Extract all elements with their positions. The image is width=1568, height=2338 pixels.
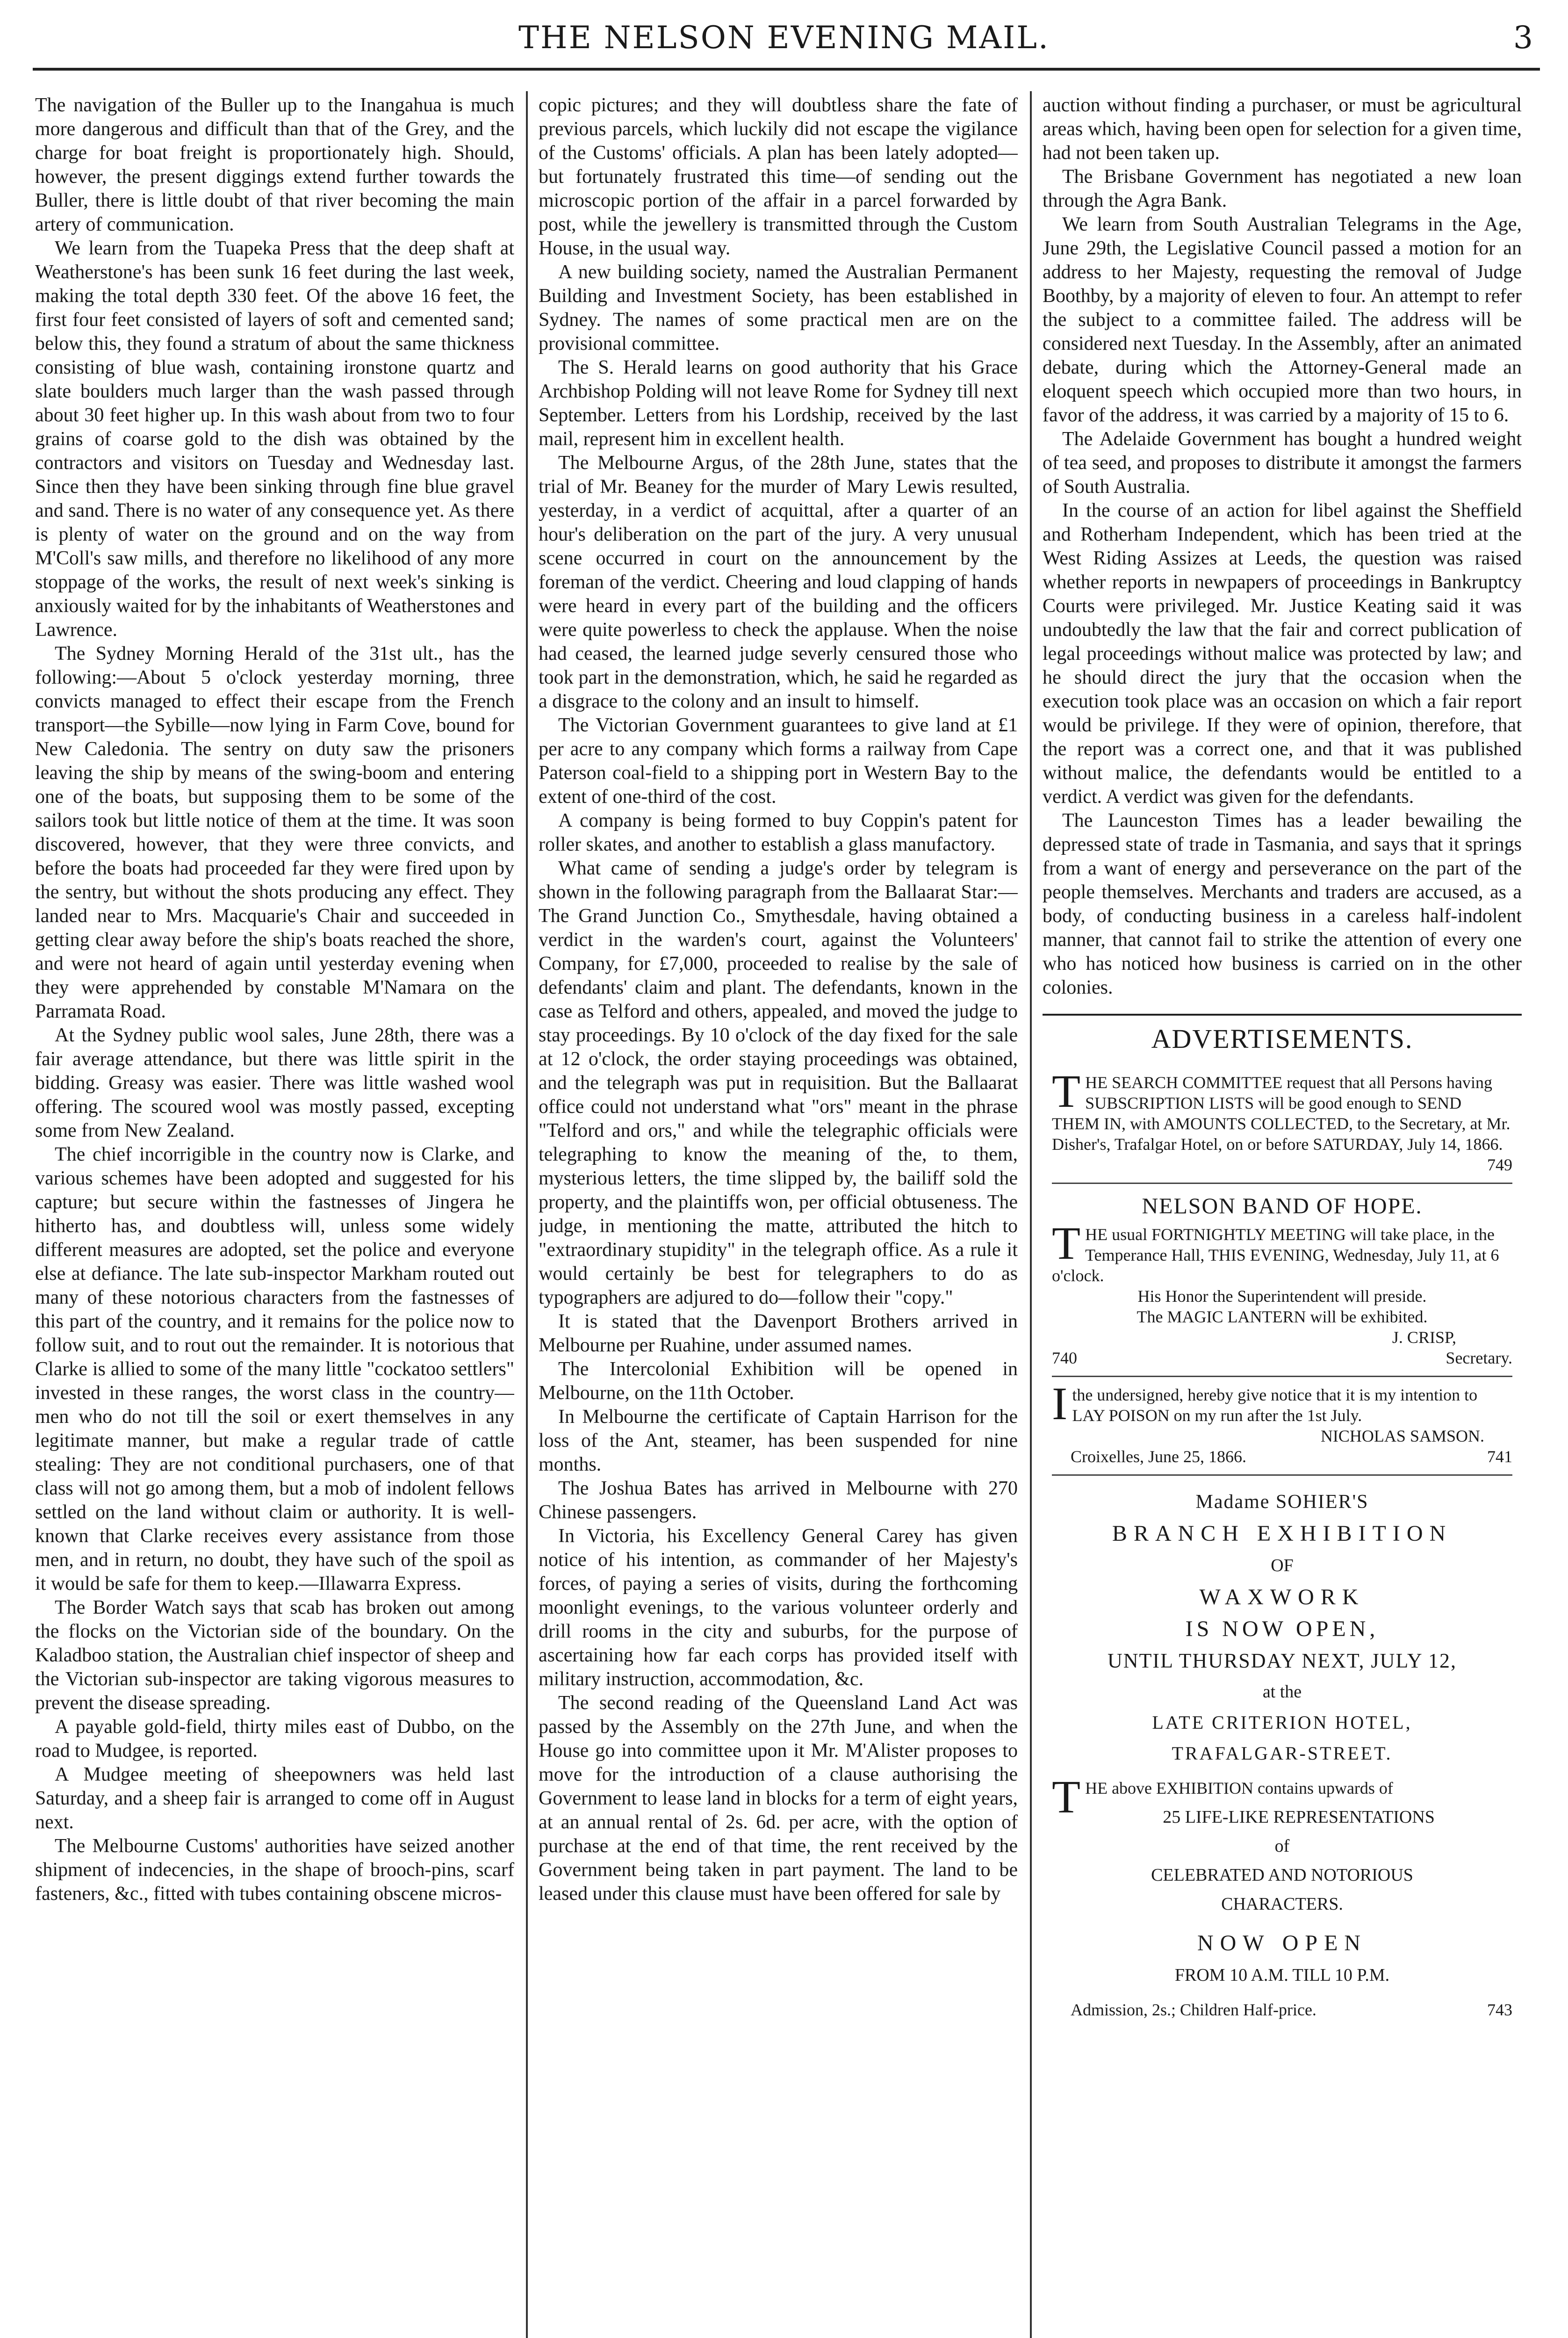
article-paragraph: The Brisbane Government has negotiated a new loan through the Agra Bank. [1043, 166, 1522, 211]
ad-text: the undersigned, hereby give notice that it is my intention to LAY POISON on my run after the 1st July. [1072, 1385, 1478, 1425]
ad-admission: Admission, 2s.; Children Half-price. [1071, 2000, 1316, 2019]
article-paragraph: We learn from the Tuapeka Press that the deep shaft at Weatherstone's has been sunk 16 feet during the last week, making the total depth 330 feet. Of the above 16 feet, the first four feet consisted of layers of soft and cemented sand; below this, they found a stratum of about the same thickness consisting of blue wash, containing ironstone quartz and slate boulders much larger than the wash passed through about 30 feet higher up. In this wash about from two to four grains of coarse gold to the dish was obtained by the contractors and visitors on Tuesday and Wednesday last. Since then they have been sinking through fine blue gravel and sand. There is no water of any consequence yet. As there is plenty of water on the ground and on the way from M'Coll's saw mills, and therefore no likelihood of any more stoppage of the works, the result of next week's sinking is anxiously waited for by the inhabitants of Weatherstones and Lawrence. [35, 238, 514, 641]
ad-line: OF [1271, 1556, 1294, 1575]
column-divider-2 [1030, 91, 1032, 2338]
ad-line: BRANCH EXHIBITION [1112, 1521, 1453, 1546]
newspaper-title: THE NELSON EVENING MAIL. [518, 20, 1050, 56]
ad-number: 740 [1052, 1349, 1077, 1367]
article-paragraph: The Launceston Times has a leader bewailing the depressed state of trade in Tasmania, and says that it springs from a want of energy and perseverance on the part of the people themselves. Merchants and traders are accused, as a body, of conducting business in a careless half-indolent manner, that cannot fail to strike the attention of every one who has noticed how business is carried on in the other colonies. [1043, 810, 1522, 998]
article-paragraph: What came of sending a judge's order by telegram is shown in the following paragraph from the Ballaarat Star:—The Grand Junction Co., Smythesdale, having obtained a verdict in the warden's court, against the Volunteers' Company, for £7,000, proceeded to realise by the sale of defendants' claim and plant. The defendants, known in the case as Telford and others, appealed, and moved the judge to stay proceedings. By 10 o'clock of the day fixed for the sale at 12 o'clock, the order staying proceedings was obtained, and the telegraph was put in requisition. But the Ballaarat office could not understand what "ors" meant in the phrase "Telford and ors," and while the telegraphic officials were telegraphing to know the meaning of the, to them, mysterious letters, the time slipped by, the bailiff sold the property, and the plaintiffs won, per official obtuseness. The judge, in mentioning the matte, attributed the hitch to "extraordinary stupidity" in the telegraph office. As a rule it would certainly be best for telegraphers to do as typographers are adjured to do—follow their "copy." [539, 858, 1018, 1308]
article-paragraph: The Melbourne Customs' authorities have seized another shipment of indecencies, in the shape of brooch-pins, scarf fasteners, &c., fitted with tubes containing obscene micros- [35, 1835, 514, 1905]
ad-role: Secretary. [1446, 1349, 1512, 1367]
ad-line: CELEBRATED AND NOTORIOUS [1151, 1865, 1413, 1885]
ad-number: 743 [1487, 2000, 1512, 2019]
ad-line: TRAFALGAR-STREET. [1172, 1743, 1393, 1764]
ad-number: 741 [1487, 1447, 1512, 1466]
ad-waxwork [1052, 1476, 1512, 2028]
ad-line: Madame SOHIER'S [1195, 1491, 1369, 1513]
article-paragraph: The Victorian Government guarantees to give land at £1 per acre to any company which forms a railway from Cape Paterson coal-field to a shipping port in Western Bay to the extent of one-third of the cost. [539, 714, 1018, 808]
masthead [0, 0, 1568, 70]
dropcap: T [1052, 1065, 1081, 1117]
article-paragraph: The S. Herald learns on good authority that his Grace Archbishop Polding will not leave Rome for Sydney till next September. Letters from his Lordship, received by the last mail, represent him in excellent health. [539, 357, 1018, 450]
ad-line: LATE CRITERION HOTEL, [1152, 1712, 1412, 1733]
article-paragraph: auction without finding a purchaser, or must be agricultural areas which, having been open for selection for a given time, had not been taken up. [1043, 94, 1522, 164]
ad-line: His Honor the Superintendent will preside. [1137, 1287, 1427, 1306]
advertisements-heading: ADVERTISEMENTS. [1043, 1014, 1522, 1054]
ad-line: 25 LIFE-LIKE REPRESENTATIONS [1163, 1807, 1435, 1827]
article-paragraph: copic pictures; and they will doubtless share the fate of previous parcels, which luckily did not escape the vigilance of the Customs' officials. A plan has been lately adopted—but fortunately frustrated this time—of sending out the microscopic portion of the affair in a parcel forwarded by post, while the jewellery is transmitted through the Custom House, in the usual way. [539, 94, 1018, 259]
ad-line: The MAGIC LANTERN will be exhibited. [1136, 1307, 1428, 1326]
column-1 [35, 94, 514, 2338]
dropcap: T [1052, 1771, 1081, 1823]
ad-line: CHARACTERS. [1221, 1894, 1343, 1914]
ad-title: NELSON BAND OF HOPE. [1142, 1194, 1423, 1219]
ad-signer: NICHOLAS SAMSON. [1320, 1427, 1484, 1445]
column-3 [1043, 94, 1522, 2338]
page-number: 3 [1513, 20, 1533, 56]
ad-signer: J. CRISP, [1392, 1328, 1456, 1347]
column-2 [539, 94, 1018, 2338]
ad-text: HE usual FORTNIGHTLY MEETING will take place, in the Temperance Hall, THIS EVENING, Wednesday, July 11, at 6 o'clock. [1052, 1225, 1499, 1285]
column-divider-1 [526, 91, 528, 2338]
article-paragraph: A payable gold-field, thirty miles east of Dubbo, on the road to Mudgee, is reported. [35, 1716, 514, 1761]
dropcap: T [1052, 1217, 1081, 1269]
ad-place-date: Croixelles, June 25, 1866. [1071, 1447, 1246, 1466]
ad-line: FROM 10 A.M. TILL 10 P.M. [1174, 1965, 1390, 1985]
article-paragraph: The second reading of the Queensland Land Act was passed by the Assembly on the 27th June, and when the House go into committee upon it Mr. M'Alister proposes to move for the introduction of a clause authorising the Government to lease land in blocks for a term of eight years, at an annual rental of 2s. 6d. per acre, with the option of purchase at the end of that time, the rent received by the Government being taken in part payment. The land to be leased under this clause must have been offered for sale by [539, 1692, 1018, 1905]
ad-line: WAXWORK [1199, 1585, 1365, 1609]
article-paragraph: It is stated that the Davenport Brothers arrived in Melbourne per Ruahine, under assumed names. [539, 1311, 1018, 1356]
ad-poison-notice [1052, 1377, 1512, 1476]
ad-number: 749 [1487, 1155, 1512, 1174]
dropcap: I [1052, 1378, 1068, 1429]
masthead-rule [33, 68, 1540, 71]
article-paragraph: In Melbourne the certificate of Captain Harrison for the loss of the Ant, steamer, has been suspended for nine months. [539, 1406, 1018, 1475]
article-paragraph: At the Sydney public wool sales, June 28th, there was a fair average attendance, but there was little spirit in the bidding. Greasy was easier. There was little washed wool offering. The scoured wool was mostly passed, excepting some from New Zealand. [35, 1025, 514, 1141]
article-paragraph: The Melbourne Argus, of the 28th June, states that the trial of Mr. Beaney for the murder of Mary Lewis resulted, yesterday, in a verdict of acquittal, after a quarter of an hour's deliberation on the part of the jury. A very unusual scene occurred in court on the announcement by the foreman of the verdict. Cheering and loud clapping of hands were heard in every part of the building and the officers were quite powerless to check the applause. When the noise had ceased, the learned judge severly censured those who took part in the demonstration, which, he said he regarded as a disgrace to the colony and an insult to himself. [539, 452, 1018, 712]
ad-band-of-hope [1052, 1184, 1512, 1377]
article-paragraph: The chief incorrigible in the country now is Clarke, and various schemes have been adopted and suggested for his capture; but secure within the fastnesses of Jingera he hitherto has, and doubtless will, unless some widely different measures are adopted, set the police and everyone else at defiance. The late sub-inspector Markham routed out many of these notorious characters from the fastnesses of this part of the country, and it remains for the police now to follow suit, and to rout out the remainder. It is notorious that Clarke is allied to some of the many little "cockatoo settlers" invested in these ranges, the worst class in the country—men who do not till the soil or exert themselves in any legitimate manner, but make a regular trade of cattle stealing: They are not conditional purchasers, one of that class will not go among them, but a mob of indolent fellows settled on the land without claim or authority. It is well-known that Clarke receives every assistance from those men, and in return, no doubt, they have such of the spoil as it would be safe for them to keep.—Illawarra Express. [35, 1144, 514, 1595]
article-paragraph: The Intercolonial Exhibition will be opened in Melbourne, on the 11th October. [539, 1358, 1018, 1404]
ad-text: HE SEARCH COMMITTEE request that all Persons having SUBSCRIPTION LISTS will be good enough to SEND THEM IN, with AMOUNTS COLLECTED, to the Secretary, at Mr. Disher's, Trafalgar Hotel, on or before SATURDAY, July 14, 1866. [1052, 1073, 1510, 1154]
ad-search-committee [1052, 1065, 1512, 1184]
article-paragraph: The Sydney Morning Herald of the 31st ult., has the following:—About 5 o'clock yesterday morning, three convicts managed to effect their escape from the French transport—the Sybille—now lying in Farm Cove, bound for New Caledonia. The sentry on duty saw the prisoners leaving the ship by means of the swing-boom and entering one of the boats, but supposing them to be some of the sailors took but little notice of them at the time. It was soon discovered, however, that they were three convicts, and before the boats had proceeded far they were fired upon by the sentry, but without the shots producing any effect. They landed near to Mrs. Macquarie's Chair and succeeded in getting clear away before the ship's boats reached the shore, and were not heard of again until yesterday evening when they were apprehended by constable M'Namara on the Parramata Road. [35, 643, 514, 1022]
article-paragraph: In Victoria, his Excellency General Carey has given notice of his intention, as commander of her Majesty's forces, of paying a series of visits, during the forthcoming moonlight evenings, to the various volunteer orderly and drill rooms in the city and suburbs, for the purpose of ascertaining how far each corps has provided itself with military instruction, accommodation, &c. [539, 1525, 1018, 1690]
article-paragraph: A company is being formed to buy Coppin's patent for roller skates, and another to establish a glass manufactory. [539, 810, 1018, 855]
ad-line: NOW OPEN [1197, 1931, 1367, 1956]
article-paragraph: The Adelaide Government has bought a hundred weight of tea seed, and proposes to distribute it amongst the farmers of South Australia. [1043, 428, 1522, 498]
ad-text: HE above EXHIBITION contains upwards of [1085, 1779, 1393, 1797]
article-paragraph: A new building society, named the Australian Permanent Building and Investment Society, has been established in Sydney. The names of some practical men are on the provisional committee. [539, 261, 1018, 354]
article-paragraph: The Border Watch says that scab has broken out among the flocks on the Victorian side of the boundary. On the Kaladboo station, the Australian chief inspector of sheep and the Victorian sub-inspector are taking vigorous measures to prevent the disease spreading. [35, 1597, 514, 1714]
article-paragraph: In the course of an action for libel against the Sheffield and Rotherham Independent, which has been tried at the West Riding Assizes at Leeds, the question was raised whether reports in newpapers of proceedings in Bankruptcy Courts were privileged. Mr. Justice Keating said it was undoubtedly the law that the fair and correct publication of legal proceedings without malice was protected by law; and he should direct the jury that the occasion when the execution took place was an occasion on which a fair report would be privilege. If they were of opinion, therefore, that the report was a correct one, and that it was published without malice, the defendants would be entitled to a verdict. A verdict was given for the defendants. [1043, 500, 1522, 808]
ad-line: UNTIL THURSDAY NEXT, JULY 12, [1108, 1649, 1457, 1672]
ad-line: of [1274, 1836, 1290, 1856]
ad-line: IS NOW OPEN, [1185, 1616, 1379, 1641]
article-paragraph: We learn from South Australian Telegrams in the Age, June 29th, the Legislative Council passed a motion for an address to her Majesty, requesting the removal of Judge Boothby, by a majority of eleven to four. An attempt to refer the subject to a committee failed. The address will be considered next Tuesday. In the Assembly, after an animated debate, during which the Attorney-General made an eloquent speech which occupied more than two hours, in favor of the address, it was carried by a majority of 15 to 6. [1043, 214, 1522, 426]
article-paragraph: A Mudgee meeting of sheepowners was held last Saturday, and a sheep fair is arranged to come off in August next. [35, 1764, 514, 1833]
article-paragraph: The navigation of the Buller up to the Inangahua is much more dangerous and difficult than that of the Grey, and the charge for boat freight is proportionately high. Should, however, the present diggings extend further towards the Buller, there is little doubt of that river becoming the main artery of communication. [35, 94, 514, 235]
article-paragraph: The Joshua Bates has arrived in Melbourne with 270 Chinese passengers. [539, 1478, 1018, 1523]
ad-line: at the [1262, 1682, 1302, 1702]
